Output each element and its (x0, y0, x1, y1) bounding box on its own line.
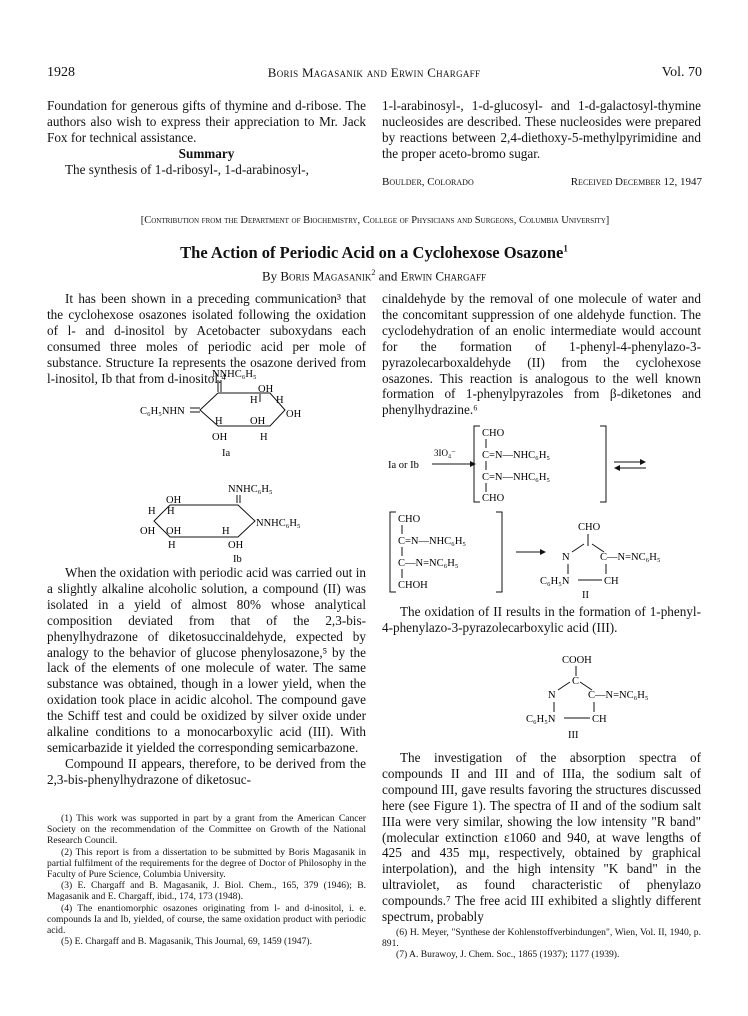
scheme-cho-1: CHO (482, 428, 505, 439)
footnote-3: (3) E. Chargaff and B. Magasanik, J. Biol. Chem., 165, 379 (1946); B. Magasanik and E. Chargaff, ibid., 174, 173 (1948). (47, 880, 366, 903)
right-column-oxidation (382, 604, 701, 636)
Ia-nnhc6h5: NNHC₆H₅ (212, 369, 257, 380)
footnote-1: (1) This work was supported in part by a grant from the American Cancer Society on the recommendation of the Committee on Growth of the National Research Council. (47, 813, 366, 847)
scheme-cnnh-3: C=N—NHC₆H₅ (398, 536, 467, 547)
Ia-h-top: H (250, 395, 258, 406)
paragraph-cyclodehydration: cinaldehyde by the removal of one molecule of water and the concomitant suppression of one aldehyde function. The cyclodehydration of an enolic intermediate would account for the formation of 1-phenyl-4-phenylazo-3-pyrazolecarboxaldehyde (II) from the cyclohexose osazones. This reaction is analogous to the well known formation of 1-phenylpyrazoles from β-diketones and phenylhydrazine.⁶ (382, 291, 701, 418)
scheme-cho-2: CHO (482, 493, 505, 504)
paragraph-compound-II: Compound II appears, therefore, to be derived from the 2,3-bis-phenylhydrazone of diketosuc- (47, 755, 366, 787)
received-date: Received December 12, 1947 (570, 176, 702, 188)
paragraph-oxidation: When the oxidation with periodic acid was carried out in a slightly alkaline alcoholic solution, a compound (II) was isolated in a yield of almost 80% whose analytical composition deviated from that of the 2,3-bis-phenylhydrazone of diketosuccinaldehyde, expected by analogy to the behavior of glucose phenylosazone,⁵ by the lack of the elements of one molecule of water. The same substance was obtained, though in a lower yield, when the oxidation took place in acidic alcohol. The compound gave the Schiff test and could be oxidized by silver oxide under alkaline conditions to a monocarboxylic acid (III). With semicarbazide it yielded the corresponding semicarbazone. (47, 565, 366, 755)
Ia-oh-mid: OH (250, 416, 266, 427)
Ia-c6h5nhn: C₆H₅NHN (140, 406, 185, 417)
Ib-oh-top: OH (166, 495, 182, 506)
contribution-line: [Contribution from the Department of Biochemistry, College of Physicians and Surgeons, Columbia University] (140, 215, 610, 226)
III-label: III (568, 730, 579, 741)
III-cooh: COOH (562, 655, 592, 666)
scheme-cnnc: C—N=NC₆H₅ (398, 558, 459, 569)
II-nnc6h5: C—N=NC₆H₅ (600, 552, 661, 563)
scheme-cnnh-1: C=N—NHC₆H₅ (482, 450, 551, 461)
footnote-2: (2) This report is from a dissertation to be submitted by Boris Magasanik in partial fulfilment of the requirements for the degree of Doctor of Philosophy in the Faculty of Pure Science, Columbia University. (47, 846, 366, 881)
footnote-4: (4) The enantiomorphic osazones originating from l- and d-inositol, i. e. compounds Ia and Ib, yielded, of course, the same oxidation product with periodic acid. (47, 902, 366, 937)
paragraph-intro: It has been shown in a preceding communication³ that the cyclohexose osazones isolated following the oxidation of l- and d-inositol by Acetobacter suboxydans each consumed three moles of periodic acid per mole of substance. Structure Ia represents the osazone derived from l-inositol, Ib that from d-inositol.⁴ (47, 291, 366, 386)
author-2: Erwin Chargaff (400, 268, 487, 284)
article-title (0, 243, 748, 263)
Ib-label: Ib (233, 554, 242, 565)
Ia-h-bottom: H (260, 432, 268, 443)
II-n: N (562, 552, 570, 563)
acknowledgement-text: Foundation for generous gifts of thymine and d-ribose. The authors also wish to express their appreciation to Mr. Jack Fox for technical assistance. (47, 98, 366, 145)
scheme-choh: CHOH (398, 580, 428, 591)
footnote-6: (6) H. Meyer, "Synthese der Kohlenstoffverbindungen", Wien, Vol. II, 1940, p. 891. (382, 927, 701, 950)
Ia-h-right: H (276, 395, 284, 406)
Ia-oh-bottom: OH (212, 432, 228, 443)
structure-Ia (120, 366, 350, 484)
Ib-nnhc6h5: NNHC₆H₅ (228, 484, 273, 495)
Ia-label: Ia (222, 448, 231, 459)
paragraph-spectra: The investigation of the absorption spectra of compounds II and III and of IIIa, the sodium salt of compound III, gave results favoring the structures discussed here (see Figure 1). The spectra of II and of the sodium salt IIIa were very similar, showing the low intensity "R band" (molecular extinction ε1060 and 940, at wave lengths of 425 and 435 mμ, respectively, obtained by graphical interpolation), and the high intensity "K band" in the ultraviolet, as found characteristic of phenylazo compounds.⁷ The free acid III exhibited a slightly different spectrum, probably (382, 750, 701, 925)
Ia-oh-right: OH (286, 409, 302, 420)
Ia-h-left: H (215, 416, 223, 427)
prev-article-right (382, 98, 701, 162)
Ia-oh-top: OH (258, 384, 274, 395)
structure-Ib (140, 481, 370, 576)
III-nnc6h5: C—N=NC₆H₅ (588, 690, 649, 701)
II-c6h5n: C₆H₅N (540, 576, 570, 587)
summary-text-left: The synthesis of 1-d-ribosyl-, 1-d-arabinosyl-, (65, 161, 309, 177)
reaction-scheme (382, 422, 702, 600)
III-ch: CH (592, 714, 607, 725)
summary-heading: Summary (178, 145, 235, 161)
footnote-5: (5) E. Chargaff and B. Magasanik, This Journal, 69, 1459 (1947). (61, 936, 312, 948)
location: Boulder, Colorado (382, 176, 474, 188)
structure-III (520, 652, 710, 752)
page-number: 1928 (47, 65, 75, 80)
footnotes-left (47, 813, 366, 947)
Ib-oh-bottom: OH (228, 540, 244, 551)
author-1-footnote: 2 (371, 268, 376, 277)
III-c6h5n: C₆H₅N (526, 714, 556, 725)
footnote-7: (7) A. Burawoy, J. Chem. Soc., 1865 (1937); 1177 (1939). (396, 949, 620, 961)
byline-by: By (261, 268, 278, 284)
II-ch: CH (604, 576, 619, 587)
Ib-h-mid: H (222, 526, 230, 537)
byline-and: and (378, 268, 398, 284)
volume: Vol. 70 (661, 65, 702, 80)
prev-article-left (47, 98, 366, 178)
Ib-h-bottom: H (168, 540, 176, 551)
byline (0, 268, 748, 284)
left-column-body (47, 565, 366, 788)
author-1: Boris Magasanik (280, 268, 372, 284)
III-c: C (572, 676, 580, 687)
title-text: The Action of Periodic Acid on a Cyclohexose Osazone (180, 243, 564, 262)
scheme-cnnh-2: C=N—NHC₆H₅ (482, 472, 551, 483)
paragraph-oxidation-II: The oxidation of II results in the formation of 1-phenyl-4-phenylazo-3-pyrazolecarboxylic acid (III). (382, 604, 701, 635)
Ib-oh-left: OH (140, 526, 156, 537)
Ib-oh-mid: OH (166, 526, 182, 537)
III-n: N (548, 690, 556, 701)
II-label: II (582, 590, 589, 600)
footnotes-right (382, 927, 701, 961)
II-cho: CHO (578, 522, 601, 533)
scheme-cho-3: CHO (398, 514, 421, 525)
Ib-h-left: H (148, 506, 156, 517)
right-column-spectra (382, 750, 701, 925)
scheme-start: Ia or Ib (388, 460, 419, 471)
scheme-reagent: 3IO₄⁻ (434, 448, 456, 458)
summary-text-right: 1-l-arabinosyl-, 1-d-glucosyl- and 1-d-galactosyl-thymine nucleosides are described. These nucleosides were prepared by reactions between 2,4-diethoxy-5-methylpyrimidine and the proper aceto-bromo sugar. (382, 98, 701, 161)
running-title: Boris Magasanik and Erwin Chargaff (267, 65, 481, 80)
title-footnote-mark: 1 (563, 243, 568, 254)
right-column-intro (382, 291, 701, 418)
Ib-nnhc6h5-right: NNHC₆H₅ (256, 518, 301, 529)
Ib-h-top: H (167, 506, 175, 517)
